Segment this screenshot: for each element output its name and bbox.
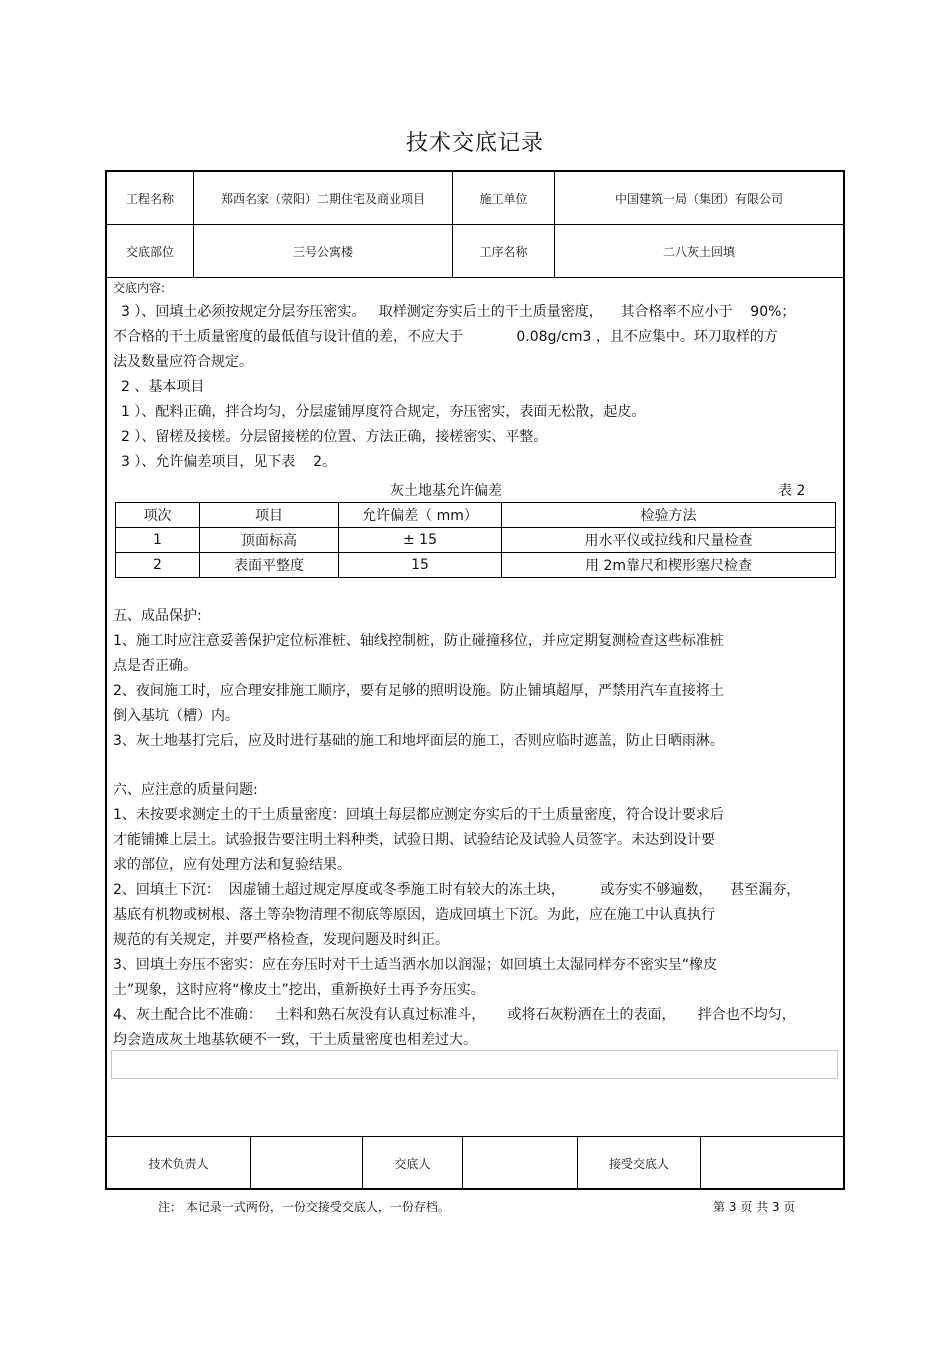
receiver-label: 接受交底人 bbox=[608, 1156, 669, 1171]
process-label: 工序名称 bbox=[479, 244, 528, 259]
content-line: 2、回填土下沉： 因虚铺土超过规定厚度或冬季施工时有较大的冻土块， 或夯实不够遍数， 甚至漏夯， bbox=[113, 882, 801, 898]
table-cell: ± 15 bbox=[339, 528, 502, 553]
location-value: 三号公寓楼 bbox=[292, 244, 353, 259]
content-line: 才能铺摊上层土。试验报告要注明土料种类，试验日期、试验结论及试验人员签字。未达到设计要 bbox=[113, 832, 715, 848]
content-line: 1 ）、配料正确，拌合均匀，分层虚铺厚度符合规定，夯压密实，表面无松散，起皮。 bbox=[121, 404, 646, 420]
table-number: 表 2 bbox=[778, 483, 806, 499]
disclosure-content bbox=[113, 280, 838, 475]
content-line: 2 、基本项目 bbox=[121, 379, 205, 395]
construction-unit-value: 中国建筑一局（集团）有限公司 bbox=[614, 191, 783, 206]
table-header-cell: 项次 bbox=[116, 503, 200, 528]
table-cell: 15 bbox=[339, 553, 502, 578]
construction-unit-label: 施工单位 bbox=[479, 191, 528, 206]
header-bottom-line bbox=[105, 277, 845, 278]
content-line: 点是否正确。 bbox=[113, 658, 197, 674]
discloser-signature bbox=[463, 1137, 577, 1189]
section-heading: 六、应注意的质量问题: bbox=[113, 782, 258, 798]
content-line: 求的部位，应有处理方法和复验结果。 bbox=[113, 857, 351, 873]
content-line: 3 ）、回填土必须按规定分层夯压密实。 取样测定夯实后土的干土质量密度， 其合格率不应小于 90%； bbox=[121, 304, 796, 320]
content-line: 法及数量应符合规定。 bbox=[113, 354, 253, 370]
table-header-row bbox=[116, 503, 836, 528]
section-quality-issues bbox=[113, 778, 838, 1053]
table-cell: 1 bbox=[116, 528, 200, 553]
table-row bbox=[116, 528, 836, 553]
content-label: 交底内容: bbox=[113, 281, 166, 295]
discloser-label: 交底人 bbox=[394, 1156, 431, 1171]
table-cell: 顶面标高 bbox=[200, 528, 339, 553]
table-cell: 用 2m靠尺和楔形塞尺检查 bbox=[502, 553, 836, 578]
process-value: 二八灰土回填 bbox=[662, 244, 735, 259]
content-line: 3 ）、允许偏差项目，见下表 2。 bbox=[121, 454, 337, 470]
content-line: 2 ）、留槎及接槎。分层留接槎的位置、方法正确，接槎密实、平整。 bbox=[121, 429, 548, 445]
table-row bbox=[116, 553, 836, 578]
location-label: 交底部位 bbox=[125, 244, 174, 259]
page-number: 第 3 页 共 3 页 bbox=[713, 1200, 796, 1214]
table-cell: 表面平整度 bbox=[200, 553, 339, 578]
tech-lead-signature bbox=[251, 1137, 362, 1189]
content-line: 3、灰土地基打完后，应及时进行基础的施工和地坪面层的施工，否则应临时遮盖，防止日晒雨淋。 bbox=[113, 733, 724, 749]
table-header-cell: 允许偏差（ mm） bbox=[339, 503, 502, 528]
tech-lead-label: 技术负责人 bbox=[148, 1156, 209, 1171]
page-title: 技术交底记录 bbox=[405, 131, 544, 156]
blank-box bbox=[111, 1050, 838, 1079]
section-product-protection bbox=[113, 604, 838, 754]
content-line: 3、回填土夯压不密实：应在夯压时对干土适当洒水加以润湿；如回填土太湿同样夯不密实呈“橡皮 bbox=[113, 957, 718, 973]
content-line: 1、施工时应注意妥善保护定位标准桩、轴线控制桩，防止碰撞移位，并应定期复测检查这些标准桩 bbox=[113, 633, 724, 649]
project-name-value: 郑西名家（荥阳）二期住宅及商业项目 bbox=[220, 191, 425, 206]
project-name-label: 工程名称 bbox=[125, 191, 174, 206]
content-line: 规范的有关规定，并要严格检查，发现问题及时纠正。 bbox=[113, 932, 449, 948]
content-line: 土”现象，这时应将“橡皮土”挖出，重新换好土再予夯压实。 bbox=[113, 982, 485, 998]
content-line: 基底有机物或树根、落土等杂物清理不彻底等原因，造成回填土下沉。为此，应在施工中认真执行 bbox=[113, 907, 715, 923]
table-caption: 灰土地基允许偏差 bbox=[390, 483, 502, 499]
section-heading: 五、成品保护: bbox=[113, 608, 202, 624]
content-line: 4、灰土配合比不准确： 土料和熟石灰没有认真过标准斗， 或将石灰粉洒在土的表面， 拌合也不均匀， bbox=[113, 1007, 796, 1023]
footer-note: 注： 本记录一式两份，一份交接受交底人，一份存档。 bbox=[158, 1200, 450, 1214]
tolerance-table bbox=[115, 502, 836, 578]
table-cell: 用水平仪或拉线和尺量检查 bbox=[502, 528, 836, 553]
content-line: 2、夜间施工时，应合理安排施工顺序，要有足够的照明设施。防止铺填超厚，严禁用汽车直接将土 bbox=[113, 683, 724, 699]
table-header-cell: 检验方法 bbox=[502, 503, 836, 528]
content-line: 1、未按要求测定土的干土质量密度：回填土每层都应测定夯实后的干土质量密度，符合设计要求后 bbox=[113, 807, 724, 823]
table-cell: 2 bbox=[116, 553, 200, 578]
content-line: 不合格的干土质量密度的最低值与设计值的差，不应大于 0.08g/cm3 ，且不应集中。环刀取样的方 bbox=[113, 329, 778, 345]
receiver-signature bbox=[701, 1137, 843, 1189]
content-line: 均会造成灰土地基软硬不一致，干土质量密度也相差过大。 bbox=[113, 1032, 477, 1048]
table-header-cell: 项目 bbox=[200, 503, 339, 528]
content-line: 倒入基坑（槽）内。 bbox=[113, 708, 239, 724]
